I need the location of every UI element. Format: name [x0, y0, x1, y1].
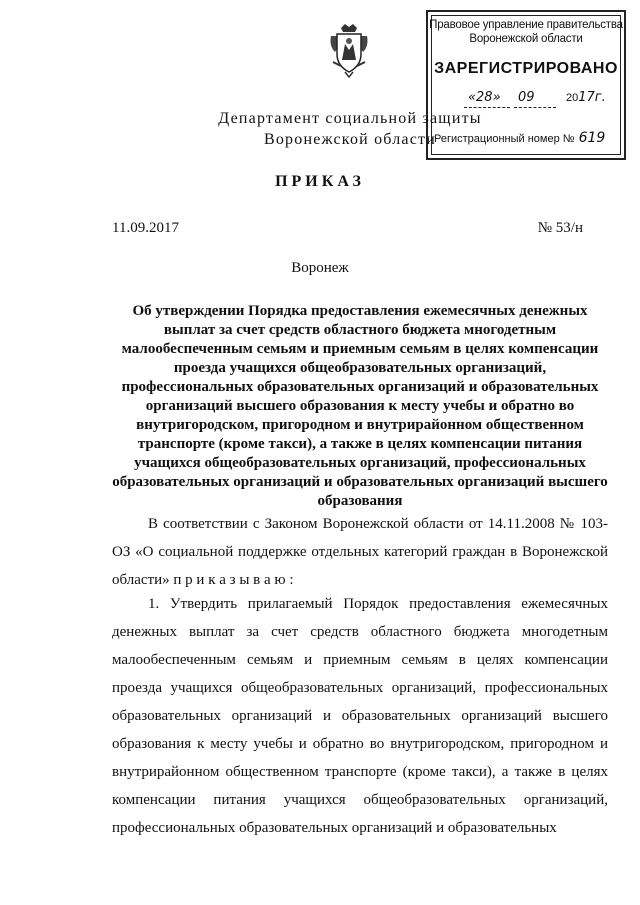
document-title: ПРИКАЗ [275, 173, 365, 190]
department-line1: Департамент социальной защиты [218, 110, 482, 127]
document-date: 11.09.2017 [112, 220, 179, 236]
stamp-year-prefix: 20 [566, 92, 579, 104]
stamp-number-label: Регистрационный номер № [434, 133, 575, 145]
stamp-org-line2: Воронежской области [469, 33, 583, 45]
stamp-org-line1: Правовое управление правительства [429, 19, 623, 31]
coat-of-arms-emblem [327, 22, 371, 78]
stamp-organization [428, 18, 624, 46]
document-subject: Об утверждении Порядка предоставления ежемесячных денежных выплат за счет средств областного бюджета многодетным малообеспеченным семьям и приемным семьям в целях компенсации проезда учащихся общеобразовательных организаций, профессиональных образовательных организаций и образовательных организаций высшего образования к месту учебы и обратно во внутригородском, пригородном и внутрирайонном общественном транспорте (кроме такси), а также в целях компенсации питания учащихся общеобразовательных организаций, профессиональных образовательных организаций и образовательных организаций высшего образования [112, 303, 608, 509]
stamp-month: 09 [518, 90, 535, 105]
stamp-number: 619 [578, 130, 606, 146]
stamp-registered-label: ЗАРЕГИСТРИРОВАНО [434, 60, 618, 77]
document-city: Воронеж [291, 260, 349, 276]
document-number: № 53/н [537, 220, 583, 236]
stamp-year-suffix: 17г. [578, 90, 606, 105]
stamp-day: «28» [468, 90, 501, 105]
department-header [210, 108, 490, 150]
department-line2: Воронежской области [263, 131, 436, 148]
body-paragraph-1: В соответствии с Законом Воронежской области от 14.11.2008 № 103-ОЗ «О социальной поддержке отдельных категорий граждан в Воронежской области» п р и к а з ы в а ю : [112, 516, 608, 588]
body-paragraph-2: 1. Утвердить прилагаемый Порядок предоставления ежемесячных денежных выплат за счет средств областного бюджета многодетным малообеспеченным семьям и приемным семьям в целях компенсации проезда учащихся общеобразовательных организаций, профессиональных образовательных организаций и образовательных организаций высшего образования к месту учебы и обратно во внутригородском, пригородном и внутрирайонном общественном транспорте (кроме такси), а также в целях компенсации питания учащихся общеобразовательных организаций, профессиональных образовательных организаций и образовательных [112, 596, 608, 836]
stamp-year [566, 90, 606, 105]
